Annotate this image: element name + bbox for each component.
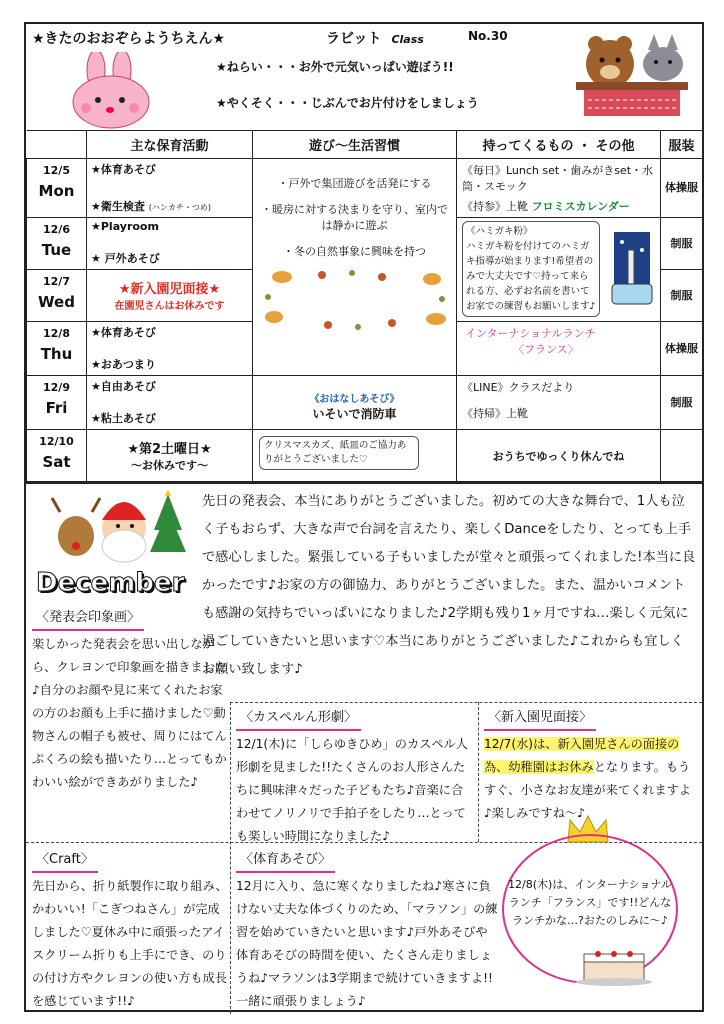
activity-cell: ★第2土曜日★ ～お休みです～ (87, 430, 253, 482)
story-cell: 《おはなしあそび》 いそいで消防車 (253, 376, 457, 430)
lunch-bubble: 12/8(木)は、インターナショナルランチ「フランス」です!!どんなランチかな…?おたのしみに～♪ (502, 834, 678, 984)
clothes-cell: 制服 (661, 376, 703, 430)
day-cell: 12/7 Wed (27, 270, 87, 322)
teacher-message: 先日の発表会、本当にありがとうございました。初めての大きな舞台で、1人も泣く子もおらず、大きな声で台詞を言えたり、楽しくDanceをしたり、とっても上手で感心しました。緊張している子もいましたが堂々と頑張ってくれました!本当に良かったです♪お家の方の御協力、ありがとうございました。また、温かいコメントも感謝の気持ちでいっぱいになりました♪2学期も残り1ヶ月ですね…楽しく元気に過ごしていきたいと思います♡本当にありがとうございました♪これからも宜しくお願い致します♪ (202, 494, 696, 677)
section-impression: 〈発表会印象画〉 楽しかった発表会を思い出しながら、クレヨンで印象画を描きました♪自分のお顔や見に来てくれたお家の方のお顔も上手に描けました♡動物さんの帽子も被せ、周りにはてんぷくろの絵も描いたり…とってもかわいい絵ができあがりました♪ (32, 606, 228, 794)
divider (230, 702, 231, 1014)
day-cell: 12/6 Tue (27, 218, 87, 270)
day-cell: 12/9 Fri (27, 376, 87, 430)
bring-cell: 《毎日》Lunch set・歯みがきset・水筒・スモック 《持参》上靴 フロミスカレンダー (457, 159, 661, 218)
section-title: 〈発表会印象画〉 (32, 606, 144, 631)
school-name: ★きたのおおぞらようちえん★ (32, 31, 226, 47)
clothes-cell: 制服 (661, 270, 703, 322)
thanks-note-cell: クリスマスカズ、紙皿のご協力ありがとうございました♡ (253, 430, 457, 482)
section-title: 〈新入園児面接〉 (484, 706, 596, 731)
col-header-bring: 持ってくるもの ・ その他 (457, 131, 661, 159)
clothes-cell: 体操服 (661, 159, 703, 218)
section-pe: 〈体育あそび〉 12月に入り、急に寒くなりましたね♪寒さに負けない丈夫な体づくりのため、「マラソン」の練習を始めていきたいと思います♪戸外あそびや体育あそびの時間を使い、たくさん走りましょうね♪マラソンは3学期まで続けていきますよ!!一緒に頑張りましょう♪ (236, 848, 498, 1013)
divider (230, 702, 702, 703)
cake-illustration (574, 946, 654, 986)
col-header-play: 遊び～生活習慣 (253, 131, 457, 159)
weekly-schedule-table (26, 130, 703, 482)
activity-cell: ★体育あそび ★おあつまり (87, 322, 253, 376)
issue-number: No.30 (468, 29, 508, 43)
aim-text: ★ねらい・・・お外で元気いっぱい遊ぼう!! (216, 60, 454, 74)
day-cell: 12/8 Thu (27, 322, 87, 376)
international-lunch-cell: インターナショナルランチ 〈フランス〉 (457, 322, 661, 376)
clothes-cell (661, 430, 703, 482)
section-title: 〈体育あそび〉 (236, 848, 335, 873)
promise-text: ★やくそく・・・じぶんでお片付けをしましょう (216, 96, 479, 110)
toothpaste-note-cell: 《ハミガキ粉》 ハミガキ粉を付けてのハミガキ指導が始まります!希望者のみで大丈夫です♡持って来られる方、必ずお名前を書いてお家での練習もお願いします♪ (457, 218, 661, 322)
col-header-clothes: 服装 (661, 131, 703, 159)
table-row (27, 376, 703, 430)
lower-section (26, 482, 702, 1012)
activity-cell: ★自由あそび ★粘土あそび (87, 376, 253, 430)
divider (478, 702, 479, 842)
section-puppet: 〈カスペルん形劇〉 12/1(木)に「しらゆきひめ」のカスペル人形劇を見ました!!たくさんのお人形さんたちに興味津々だった子どもたち♪音楽に合わせてノリノリで手拍子をしたり…とっても楽しい時間になりました♪ (236, 706, 474, 848)
toothbrush-illustration (608, 230, 656, 306)
bring-cell: 《LINE》クラスだより 《持帰》上靴 (457, 376, 661, 430)
section-craft: 〈Craft〉 先日から、折り紙製作に取り組み、かわいい!「こぎつねさん」が完成しました♡夏休み中に頑張ったアイスクリーム折りも上手にでき、のりの付け方やクレヨンの使い方も成長を感じています!!♪ (32, 848, 228, 1013)
section-title: 〈カスペルん形劇〉 (236, 706, 361, 731)
class-name: ラビット Class (326, 31, 424, 47)
rabbit-illustration (56, 52, 166, 130)
day-cell: 12/5 Mon (27, 159, 87, 218)
santa-reindeer-illustration (46, 490, 196, 572)
autumn-leaves-illustration (262, 269, 448, 331)
play-habits-cell: ・戸外で集団遊びを活発にする ・暖房に対する決まりを守り、室内では静かに遊ぶ ・冬の自然事象に興味を持つ (253, 159, 457, 376)
bring-cell: おうちでゆっくり休んでね (457, 430, 661, 482)
col-header-activities: 主な保育活動 (87, 131, 253, 159)
newsletter-page (24, 22, 704, 1012)
clothes-cell: 体操服 (661, 322, 703, 376)
section-interview: 〈新入園児面接〉 12/7(水)は、新入園児さんの面接の為、幼稚園はお休みとなります。もうすぐ、小さなお友達が来てくれますよ♪楽しみですね～♪ (484, 706, 698, 825)
activity-cell: ★新入園児面接★ 在園児さんはお休みです (87, 270, 253, 322)
newsletter-header (26, 24, 702, 130)
day-cell: 12/10 Sat (27, 430, 87, 482)
activity-cell: ★Playroom ★ 戸外あそび (87, 218, 253, 270)
clothes-cell: 制服 (661, 218, 703, 270)
section-title: 〈Craft〉 (32, 848, 98, 873)
activity-cell: ★体育あそび ★衛生検査 (ハンカチ・つめ) (87, 159, 253, 218)
december-title: December (36, 568, 185, 598)
bear-cat-kotatsu-illustration (566, 30, 698, 126)
table-row (27, 430, 703, 482)
table-row (27, 159, 703, 218)
